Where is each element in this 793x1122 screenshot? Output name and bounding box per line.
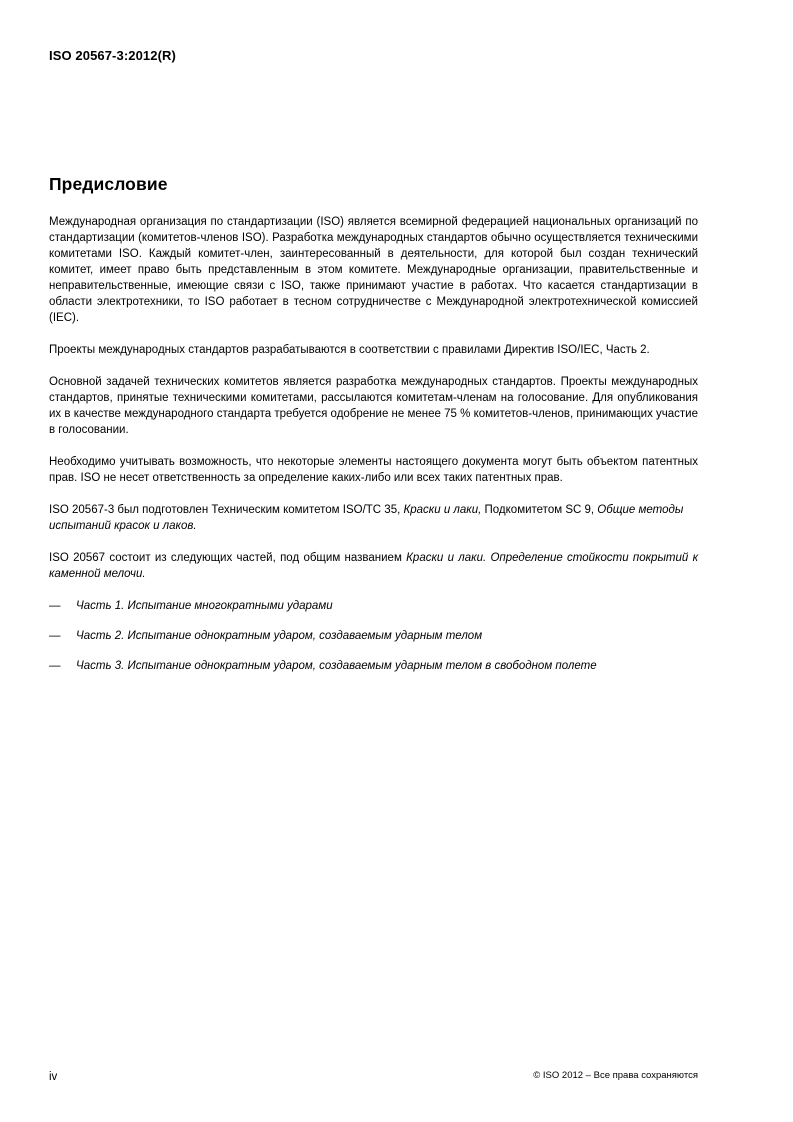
paragraph-patent-rights: Необходимо учитывать возможность, что некоторые элементы настоящего документа могут быть объектом патентных прав. ISO не несет ответственность за определение каких-либо или всех таких патентных прав. [49, 456, 698, 484]
parts-list [49, 598, 698, 674]
paragraph-prepared-by [49, 502, 698, 534]
list-dash: — [49, 630, 61, 642]
part-title: Часть 2. Испытание однократным ударом, создаваемым ударным телом [76, 630, 483, 642]
part-title: Часть 1. Испытание многократными ударами [76, 600, 333, 612]
page-number: iv [49, 1071, 58, 1083]
list-dash: — [49, 660, 61, 672]
sc-title: Общие методы испытаний красок и лаков. [49, 504, 684, 532]
parts-intro-text: ISO 20567 состоит из следующих частей, под общим названием [49, 552, 407, 564]
list-item [49, 658, 698, 674]
list-item [49, 628, 698, 644]
prepared-by-text: ISO 20567-3 был подготовлен Техническим комитетом ISO/TC 35, [49, 504, 404, 516]
list-dash: — [49, 600, 61, 612]
series-title: Краски и лаки. Определение стойкости покрытий к каменной мелочи. [49, 552, 698, 580]
section-title: Предисловие [49, 174, 168, 194]
list-item [49, 598, 698, 614]
paragraph-committees-task: Основной задачей технических комитетов является разработка международных стандартов. Проекты международных стандартов, принятые техническими комитетами, рассылаются комитетам-членам на голосование. Для опубликования их в качестве международного стандарта требуется одобрение не менее 75 % комитетов-членов, принимающих участие в голосовании. [49, 376, 698, 436]
document-id-header: ISO 20567-3:2012(R) [49, 48, 176, 63]
paragraph-directives: Проекты международных стандартов разрабатываются в соответствии с правилами Директив ISO/IEC, Часть 2. [49, 344, 650, 356]
tc-title: Краски и лаки, [403, 504, 482, 516]
paragraph-parts-intro [49, 550, 698, 582]
paragraph-iso-organization: Международная организация по стандартизации (ISO) является всемирной федерацией национальных организаций по стандартизации (комитетов-членов ISO). Разработка международных стандартов обычно осуществляется техническими комитетами ISO. Каждый комитет-член, заинтересованный в деятельности, для которой был создан технический комитет, имеет право быть представленным в этом комитете. Международные организации, правительственные и неправительственные, имеющие связи с ISO, также принимают участие в работах. Что касается стандартизации в области электротехники, то ISO работает в тесном сотрудничестве с Международной электротехнической комиссией (IEC). [49, 216, 698, 324]
copyright-notice: © ISO 2012 – Все права сохраняются [533, 1070, 698, 1081]
foreword-body [49, 214, 698, 688]
subcommittee-text: Подкомитетом SC 9, [481, 504, 598, 516]
part-title: Часть 3. Испытание однократным ударом, создаваемым ударным телом в свободном полете [76, 660, 597, 672]
